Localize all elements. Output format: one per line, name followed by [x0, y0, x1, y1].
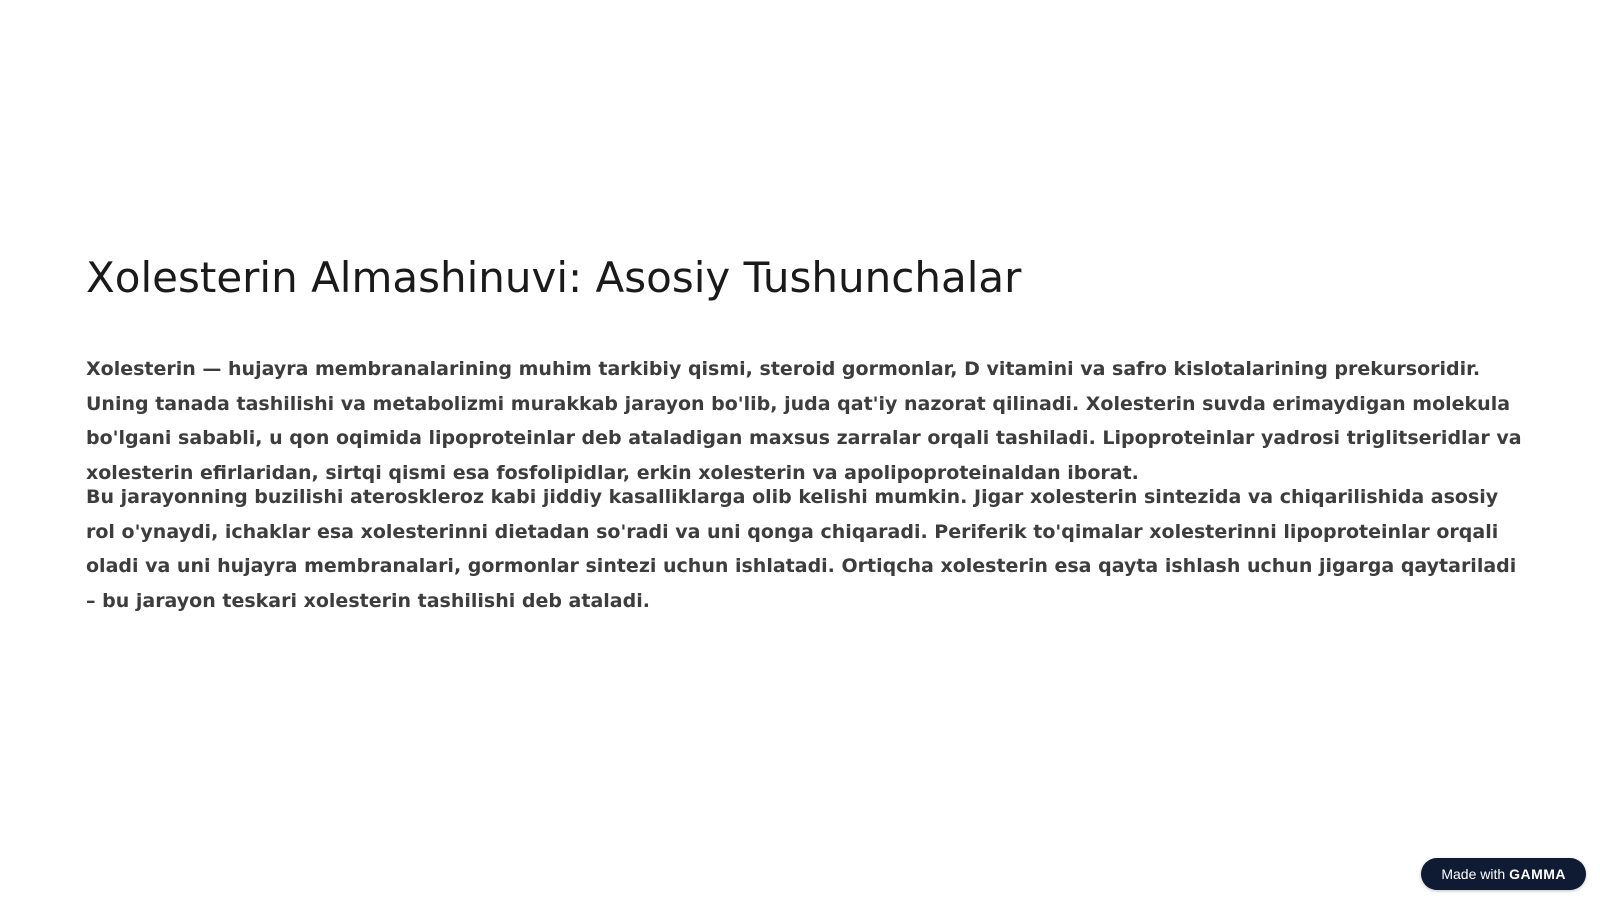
gamma-logo: GAMMA: [1509, 866, 1566, 882]
body-paragraph-1: Xolesterin — hujayra membranalarining muhim tarkibiy qismi, steroid gormonlar, D vitamini va safro kislotalarining prekursoridir. Uning tanada tashilishi va metabolizmi murakkab jarayon bo'lib, juda qat'iy nazorat qilinadi. Xolesterin suvda erimaydigan molekula bo'lgani sababli, u qon oqimida lipoproteinlar deb ataladigan maxsus zarralar orqali tashiladi. Lipoproteinlar yadrosi triglitseridlar va xolesterin efirlaridan, sirtqi qismi esa fosfolipidlar, erkin xolesterin va apolipoproteinaldan iborat.: [86, 358, 1522, 484]
slide-title: Xolesterin Almashinuvi: Asosiy Tushunchalar: [86, 253, 1022, 302]
slide-body: [86, 352, 1526, 618]
made-with-gamma-badge[interactable]: [1421, 858, 1586, 890]
badge-prefix-text: Made with: [1441, 866, 1510, 882]
body-paragraph-2: Bu jarayonning buzilishi ateroskleroz kabi jiddiy kasalliklarga olib kelishi mumkin. Jigar xolesterin sintezida va chiqarilishida asosiy rol o'ynaydi, ichaklar esa xolesterinni dietadan so'radi va uni qonga chiqaradi. Periferik to'qimalar xolesterinni lipoproteinlar orqali oladi va uni hujayra membranalari, gormonlar sintezi uchun ishlatadi. Ortiqcha xolesterin esa qayta ishlash uchun jigarga qaytariladi – bu jarayon teskari xolesterin tashilishi deb ataladi.: [86, 486, 1517, 612]
